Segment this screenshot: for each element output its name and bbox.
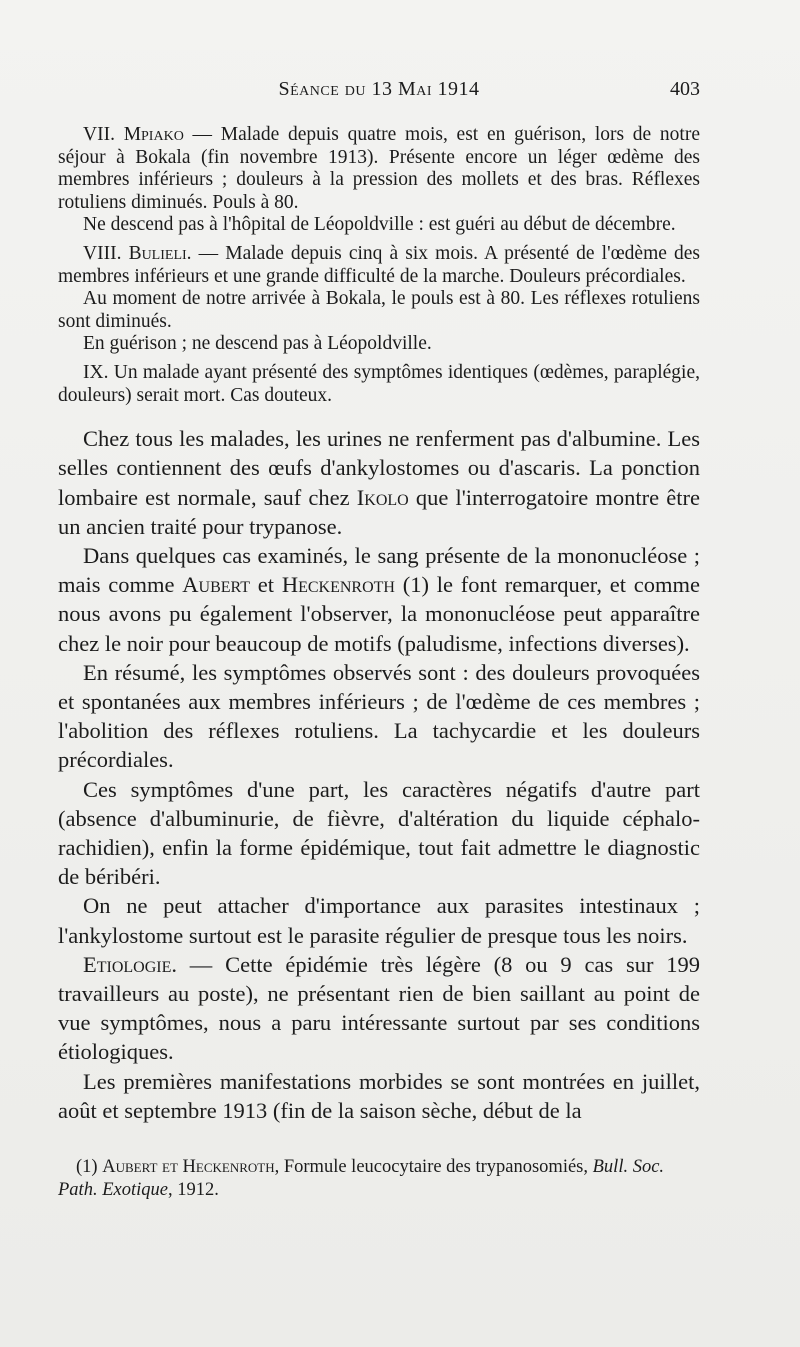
section-heading-etiologie: Etiologie	[83, 951, 172, 977]
footnote-journal: Bull. Soc. Path. Exotique	[58, 1157, 665, 1200]
running-header	[58, 78, 700, 106]
author-heckenroth: Heckenroth	[281, 572, 395, 598]
case-vii-number: VII.	[83, 124, 115, 145]
case-viii-text: . — Malade depuis cinq à six mois. A présenté de l'œdème des membres inférieurs et une grande difficulté de la marche. Douleurs précordiales.	[58, 242, 701, 287]
footnote: (1) Aubert et Heckenroth, Formule leucocytaire des trypanosomiés, Bull. Soc. Path. Exotique, 1912.	[58, 1157, 665, 1200]
footnote-marker: (1)	[76, 1157, 103, 1177]
page-number: 403	[670, 78, 700, 100]
paragraph-urines: Chez tous les malades, les urines ne renferment pas d'albumine. Les selles contiennent des œufs d'ankylostomes ou d'ascaris. La ponction lombaire est normale, sauf chez Ikolo que l'interrogatoire montre être un ancien traité pour trypanose.	[58, 426, 700, 539]
patient-name-ikolo: Ikolo	[356, 484, 409, 510]
page-content	[58, 124, 700, 1125]
header-title: Séance du 13 Mai 1914	[278, 78, 480, 100]
case-viii-followup: Au moment de notre arrivée à Bokala, le pouls est à 80. Les réflexes rotuliens sont diminués.	[58, 288, 700, 332]
case-viii-number: VIII.	[83, 242, 122, 264]
paragraph-etiology: Etiologie. — Cette épidémie très légère (8 ou 9 cas sur 199 travailleurs au poste), ne présentant rien de bien saillant au point de vue symptômes, nous a paru intéressante surtout par ses conditions étiologiques.	[58, 951, 700, 1065]
main-text	[58, 424, 700, 1125]
case-vii-followup: Ne descend pas à l'hôpital de Léopoldville : est guéri au début de décembre.	[83, 214, 676, 236]
case-vii-text: — Malade depuis quatre mois, est en guérison, lors de notre séjour à Bokala (fin novembre 1913). Présente encore un léger œdème des membres inférieurs ; douleurs à la pression des mollets et des bras. Réflexes rotuliens diminués. Pouls à 80.	[58, 124, 700, 213]
case-list	[58, 124, 700, 407]
case-viii	[58, 243, 700, 288]
case-viii-name: Bulieli	[128, 242, 187, 264]
paragraph-blood: Dans quelques cas examinés, le sang présente de la mononucléose ; mais comme Aubert et Heckenroth (1) le font remarquer, et comme nous avons pu également l'observer, la mononucléose peut apparaître chez le noir pour beaucoup de motifs (paludisme, infections diverses).	[58, 542, 700, 656]
footnote-authors: Aubert et Heckenroth	[102, 1157, 275, 1177]
paragraph-summary: En résumé, les symptômes observés sont : des douleurs provoquées et spontanées aux membres inférieurs ; de l'œdème de ces membres ; l'abolition des réflexes rotuliens. La tachycardie et les douleurs précordiales.	[58, 659, 700, 773]
case-vii	[58, 124, 700, 214]
paragraph-diagnosis: Ces symptômes d'une part, les caractères négatifs d'autre part (absence d'albuminurie, de fièvre, d'altération du liquide céphalo-rachidien), enfin la forme épidémique, tout fait admettre le diagnostic de béribéri.	[58, 776, 700, 890]
case-viii-outcome: En guérison ; ne descend pas à Léopoldville.	[83, 333, 432, 355]
author-aubert: Aubert	[182, 572, 251, 598]
case-vii-name: Mpiako	[123, 124, 184, 145]
case-ix: IX. Un malade ayant présenté des symptômes identiques (œdèmes, paraplégie, douleurs) serait mort. Cas douteux.	[58, 361, 700, 406]
paragraph-first-manifestations: Les premières manifestations morbides se sont montrées en juillet, août et septembre 1913 (fin de la saison sèche, début de la	[58, 1068, 700, 1123]
paragraph-parasites: On ne peut attacher d'importance aux parasites intestinaux ; l'ankylostome surtout est le parasite régulier de presque tous les noirs.	[58, 893, 700, 948]
